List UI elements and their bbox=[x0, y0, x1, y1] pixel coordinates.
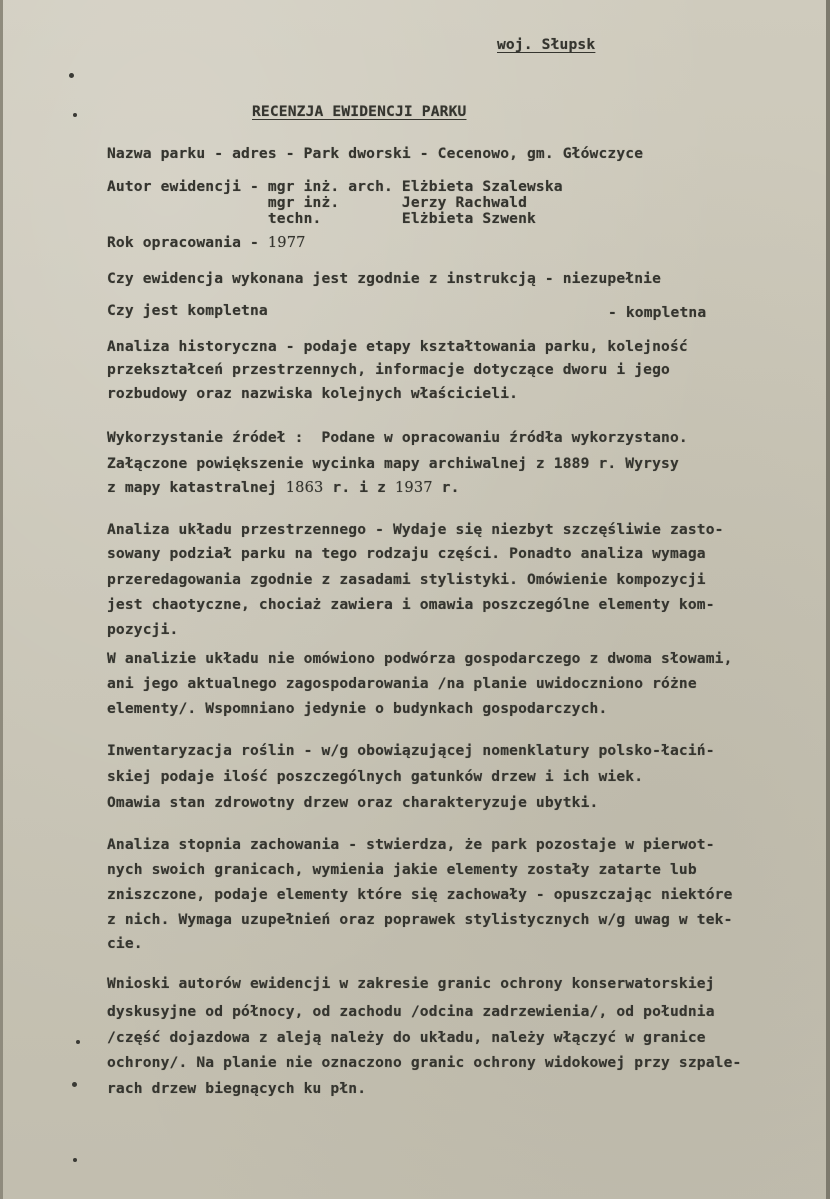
paragraph-line: ochrony/. Na planie nie oznaczono granic ochrony widokowej przy szpale- bbox=[107, 1054, 742, 1071]
paragraph-line: Inwentaryzacja roślin - w/g obowiązującej nomenklatury polsko-łaciń- bbox=[107, 742, 715, 759]
paragraph-line: W analizie układu nie omówiono podwórza gospodarczego z dwoma słowami, bbox=[107, 650, 733, 667]
paragraph-line: przekształceń przestrzennych, informacje dotyczące dworu i jego bbox=[107, 361, 670, 378]
text-fragment: r. i z bbox=[323, 479, 395, 496]
year-fragment: 1937 bbox=[394, 479, 433, 496]
paragraph-line: Załączone powiększenie wycinka mapy archiwalnej z 1889 r. Wyrysy bbox=[107, 455, 679, 472]
paragraph-line: zniszczone, podaje elementy które się zachowały - opuszczając niektóre bbox=[107, 886, 733, 903]
punch-hole-mark bbox=[72, 1082, 77, 1087]
punch-hole-mark bbox=[76, 1040, 80, 1044]
paragraph-line: dyskusyjne od północy, od zachodu /odcina zadrzewienia/, od południa bbox=[107, 1003, 715, 1020]
paragraph-line: jest chaotyczne, chociaż zawiera i omawia poszczególne elementy kom- bbox=[107, 596, 715, 613]
region-header: woj. Słupsk bbox=[497, 36, 596, 53]
author-line: mgr inż. Jerzy Rachwald bbox=[107, 194, 528, 211]
author-line: techn. Elżbieta Szwenk bbox=[107, 210, 536, 227]
punch-hole-mark bbox=[73, 113, 77, 117]
paragraph-line bbox=[107, 479, 460, 497]
paragraph-line: pozycji. bbox=[107, 621, 179, 638]
park-name-line: Nazwa parku - adres - Park dworski - Cecenowo, gm. Główczyce bbox=[107, 145, 644, 162]
year-value: 1977 bbox=[267, 234, 306, 251]
paragraph-line: z nich. Wymaga uzupełnień oraz poprawek stylistycznych w/g uwag w tek- bbox=[107, 911, 733, 928]
instruction-line: Czy ewidencja wykonana jest zgodnie z instrukcją - niezupełnie bbox=[107, 270, 662, 287]
complete-value: - kompletna bbox=[608, 304, 707, 321]
complete-label: Czy jest kompletna bbox=[107, 302, 268, 319]
page-right-edge bbox=[826, 0, 830, 1199]
paragraph-line: /część dojazdowa z aleją należy do układu, należy włączyć w granice bbox=[107, 1029, 706, 1046]
paragraph-line: rozbudowy oraz nazwiska kolejnych właścicieli. bbox=[107, 385, 519, 402]
paragraph-line: Analiza stopnia zachowania - stwierdza, że park pozostaje w pierwot- bbox=[107, 836, 715, 853]
paragraph-line: sowany podział parku na tego rodzaju części. Ponadto analiza wymaga bbox=[107, 545, 706, 562]
paragraph-line: przeredagowania zgodnie z zasadami stylistyki. Omówienie kompozycji bbox=[107, 571, 706, 588]
paragraph-line: Analiza układu przestrzennego - Wydaje się niezbyt szczęśliwie zasto- bbox=[107, 521, 724, 538]
paragraph-line: ani jego aktualnego zagospodarowania /na planie uwidoczniono różne bbox=[107, 675, 697, 692]
document-title: RECENZJA EWIDENCJI PARKU bbox=[252, 103, 467, 120]
page-left-edge bbox=[0, 0, 3, 1199]
paragraph-line: Wykorzystanie źródeł : Podane w opracowaniu źródła wykorzystano. bbox=[107, 429, 688, 446]
punch-hole-mark bbox=[69, 73, 74, 78]
paragraph-line: Wnioski autorów ewidencji w zakresie granic ochrony konserwatorskiej bbox=[107, 975, 715, 992]
paragraph-line: cie. bbox=[107, 935, 143, 952]
paragraph-line: skiej podaje ilość poszczególnych gatunków drzew i ich wiek. bbox=[107, 768, 644, 785]
author-line: Autor ewidencji - mgr inż. arch. Elżbieta Szalewska bbox=[107, 178, 563, 195]
year-fragment: 1863 bbox=[285, 479, 324, 496]
paragraph-line: Omawia stan zdrowotny drzew oraz charakteryzuje ubytki. bbox=[107, 794, 599, 811]
paragraph-line: nych swoich granicach, wymienia jakie elementy zostały zatarte lub bbox=[107, 861, 697, 878]
paragraph-line: elementy/. Wspomniano jedynie o budynkach gospodarczych. bbox=[107, 700, 608, 717]
year-label: Rok opracowania - bbox=[107, 234, 268, 251]
text-fragment: r. bbox=[432, 479, 460, 496]
paragraph-line: rach drzew biegnących ku płn. bbox=[107, 1080, 367, 1097]
punch-hole-mark bbox=[73, 1158, 77, 1162]
year-line bbox=[107, 234, 306, 252]
text-fragment: z mapy katastralnej bbox=[107, 479, 286, 496]
paragraph-line: Analiza historyczna - podaje etapy kształtowania parku, kolejność bbox=[107, 338, 688, 355]
